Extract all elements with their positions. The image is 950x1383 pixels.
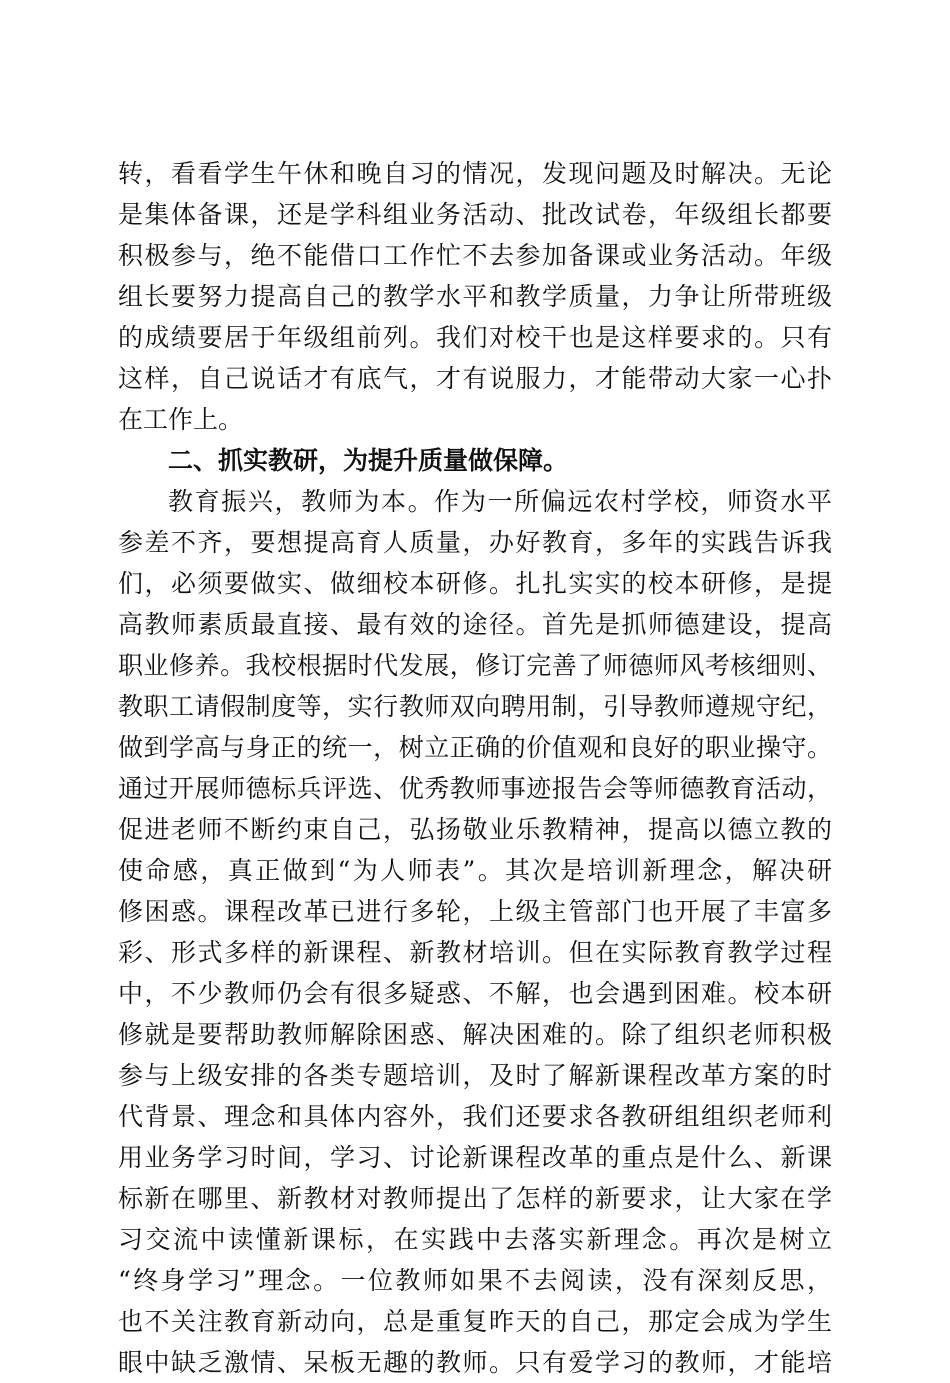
document-body bbox=[118, 153, 832, 1383]
body-text-line: 高教师素质最直接、最有效的途径。首先是抓师德建设，提高 bbox=[118, 610, 832, 639]
body-text-line: 教职工请假制度等，实行教师双向聘用制，引导教师遵规守纪， bbox=[118, 692, 832, 721]
body-text-line: 也不关注教育新动向，总是重复昨天的自己，那定会成为学生 bbox=[118, 1307, 832, 1336]
body-text-line: 促进老师不断约束自己，弘扬敬业乐教精神，提高以德立教的 bbox=[118, 815, 832, 844]
body-text-line: 做到学高与身正的统一，树立正确的价值观和良好的职业操守。 bbox=[118, 733, 832, 762]
body-text-line: 们，必须要做实、做细校本研修。扎扎实实的校本研修，是提 bbox=[118, 569, 832, 598]
body-text-line: 中，不少教师仍会有很多疑惑、不解，也会遇到困难。校本研 bbox=[118, 979, 832, 1008]
body-text-line: 参与上级安排的各类专题培训，及时了解新课程改革方案的时 bbox=[118, 1061, 832, 1090]
body-text-line: 积极参与，绝不能借口工作忙不去参加备课或业务活动。年级 bbox=[118, 241, 832, 270]
body-text-line: 参差不齐，要想提高育人质量，办好教育，多年的实践告诉我 bbox=[118, 528, 832, 557]
body-text-line: 通过开展师德标兵评选、优秀教师事迹报告会等师德教育活动， bbox=[118, 774, 832, 803]
body-text-line: “终身学习”理念。一位教师如果不去阅读，没有深刻反思， bbox=[118, 1266, 832, 1295]
body-text-line: 的成绩要居于年级组前列。我们对校干也是这样要求的。只有 bbox=[118, 323, 832, 352]
body-text-line: 是集体备课，还是学科组业务活动、批改试卷，年级组长都要 bbox=[118, 200, 832, 229]
section-heading: 二、抓实教研，为提升质量做保障。 bbox=[168, 446, 569, 475]
body-text-line: 组长要努力提高自己的教学水平和教学质量，力争让所带班级 bbox=[118, 282, 832, 311]
body-text-line: 代背景、理念和具体内容外，我们还要求各教研组组织老师利 bbox=[118, 1102, 832, 1131]
body-text-line: 习交流中读懂新课标，在实践中去落实新理念。再次是树立 bbox=[118, 1225, 832, 1254]
body-text-line: 修就是要帮助教师解除困惑、解决困难的。除了组织老师积极 bbox=[118, 1020, 832, 1049]
body-text-line: 修困惑。课程改革已进行多轮，上级主管部门也开展了丰富多 bbox=[118, 897, 832, 926]
body-text-line: 标新在哪里、新教材对教师提出了怎样的新要求，让大家在学 bbox=[118, 1184, 832, 1213]
body-text-line: 这样，自己说话才有底气，才有说服力，才能带动大家一心扑 bbox=[118, 364, 832, 393]
body-text-line: 转，看看学生午休和晚自习的情况，发现问题及时解决。无论 bbox=[118, 159, 832, 188]
body-text-line: 用业务学习时间，学习、讨论新课程改革的重点是什么、新课 bbox=[118, 1143, 832, 1172]
body-text-line: 教育振兴，教师为本。作为一所偏远农村学校，师资水平 bbox=[168, 487, 832, 516]
body-text-line: 眼中缺乏激情、呆板无趣的教师。只有爱学习的教师，才能培 bbox=[118, 1348, 832, 1377]
body-text-line: 在工作上。 bbox=[118, 405, 244, 434]
body-text-line: 职业修养。我校根据时代发展，修订完善了师德师风考核细则、 bbox=[118, 651, 832, 680]
body-text-line: 彩、形式多样的新课程、新教材培训。但在实际教育教学过程 bbox=[118, 938, 832, 967]
body-text-line: 使命感，真正做到“为人师表”。其次是培训新理念，解决研 bbox=[118, 856, 832, 885]
